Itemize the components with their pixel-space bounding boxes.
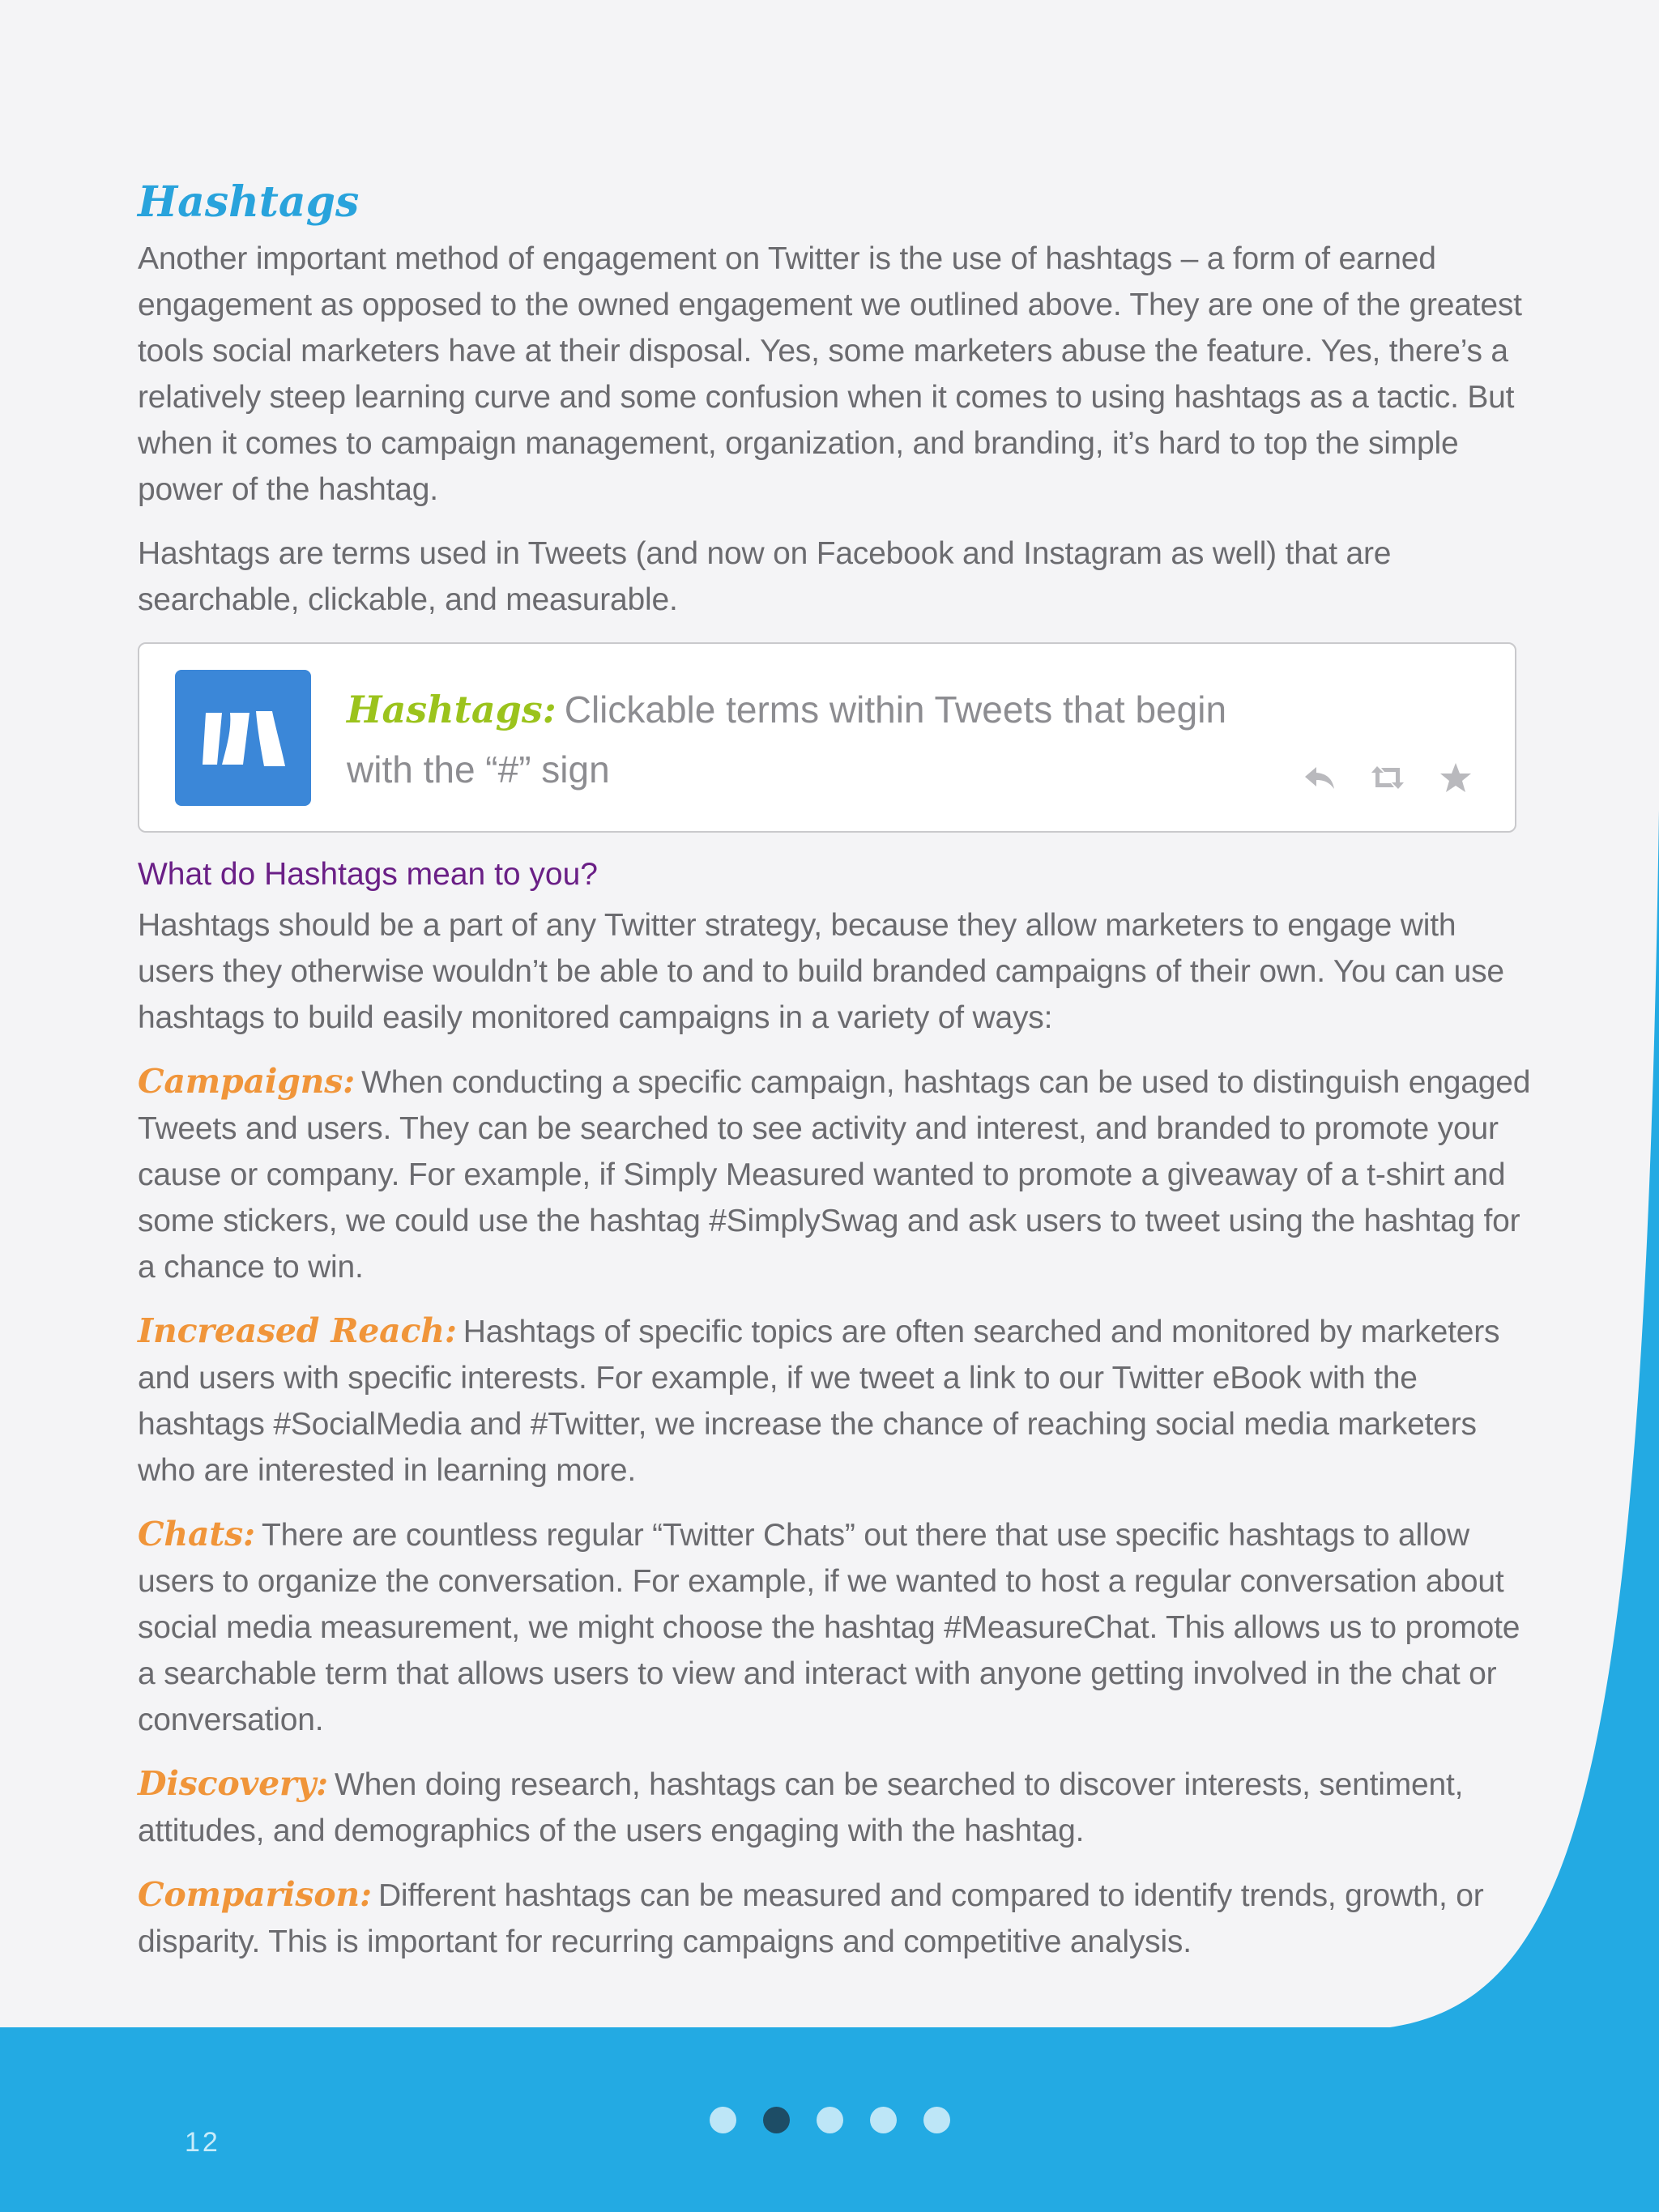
pagination-dot[interactable] (870, 2107, 897, 2133)
intro-paragraph-2: Hashtags are terms used in Tweets (and now on Facebook and Instagram as well) that are searchable, clickable, and measurable. (138, 536, 1392, 617)
item-text: Different hashtags can be measured and compared to identify trends, growth, or disparity. This is important for recurring campaigns and competitive analysis. (138, 1878, 1484, 1959)
definition-callout-card (138, 642, 1516, 833)
tweet-actions (1301, 759, 1474, 796)
callout-definition-text: Clickable terms within Tweets that begin with the “#” sign (347, 688, 1227, 791)
subsection-intro: Hashtags should be a part of any Twitter strategy, because they allow marketers to engage with users they otherwise wouldn’t be able to and to build branded campaigns of their own. You can use hashtags to build easily monitored campaigns in a variety of ways: (138, 908, 1504, 1035)
pagination-dot[interactable] (710, 2107, 736, 2133)
pagination-dots (710, 2107, 950, 2133)
list-item-increased-reach (138, 1308, 1531, 1494)
item-term: Campaigns: (138, 1062, 356, 1101)
list-item-campaigns (138, 1059, 1531, 1290)
section-title: Hashtags (138, 177, 360, 227)
main-content (138, 174, 1531, 1983)
callout-definition (347, 680, 1238, 799)
subsection-heading: What do Hashtags mean to you? (138, 857, 598, 892)
list-item-chats (138, 1511, 1531, 1743)
reply-icon[interactable] (1301, 759, 1338, 796)
callout-term: Hashtags: (347, 688, 557, 731)
item-term: Discovery: (138, 1764, 328, 1803)
favorite-star-icon[interactable] (1437, 759, 1474, 796)
retweet-icon[interactable] (1369, 759, 1406, 796)
intro-paragraph-1: Another important method of engagement on Twitter is the use of hashtags – a form of earned engagement as opposed to the owned engagement we outlined above. They are one of the greatest tools social marketers have at their disposal. Yes, some marketers abuse the feature. Yes, there’s a relatively steep learning curve and some confusion when it comes to using hashtags as a tactic. But when it comes to campaign management, organization, and branding, it’s hard to top the simple power of the hashtag. (138, 241, 1522, 507)
list-item-comparison (138, 1872, 1531, 1965)
item-term: Chats: (138, 1515, 255, 1554)
simply-measured-logo (175, 670, 311, 806)
page-number: 12 (185, 2127, 220, 2158)
pagination-dot[interactable] (817, 2107, 843, 2133)
pagination-dot-active[interactable] (763, 2107, 790, 2133)
pagination-dot[interactable] (923, 2107, 950, 2133)
item-text: When doing research, hashtags can be searched to discover interests, sentiment, attitudes, and demographics of the users engaging with the hashtag. (138, 1767, 1464, 1848)
item-term: Increased Reach: (138, 1311, 457, 1350)
list-item-discovery (138, 1761, 1531, 1854)
item-text: There are countless regular “Twitter Chats” out there that use specific hashtags to allow users to organize the conversation. For example, if we wanted to host a regular conversation about social media measurement, we might choose the hashtag #MeasureChat. This allows us to promote a searchable term that allows users to view and interact with anyone getting involved in the chat or conversation. (138, 1518, 1520, 1737)
item-text: When conducting a specific campaign, hashtags can be used to distinguish engaged Tweets and users. They can be searched to see activity and interest, and branded to promote your cause or company. For example, if Simply Measured wanted to promote a giveaway of a t-shirt and some stickers, we could use the hashtag #SimplySwag and ask users to tweet using the hashtag for a chance to win. (138, 1065, 1531, 1285)
item-term: Comparison: (138, 1875, 372, 1914)
item-text: Hashtags of specific topics are often searched and monitored by marketers and users with specific interests. For example, if we tweet a link to our Twitter eBook with the hashtags #SocialMedia and #Twitter, we increase the chance of reaching social media marketers who are interested in learning more. (138, 1315, 1500, 1488)
